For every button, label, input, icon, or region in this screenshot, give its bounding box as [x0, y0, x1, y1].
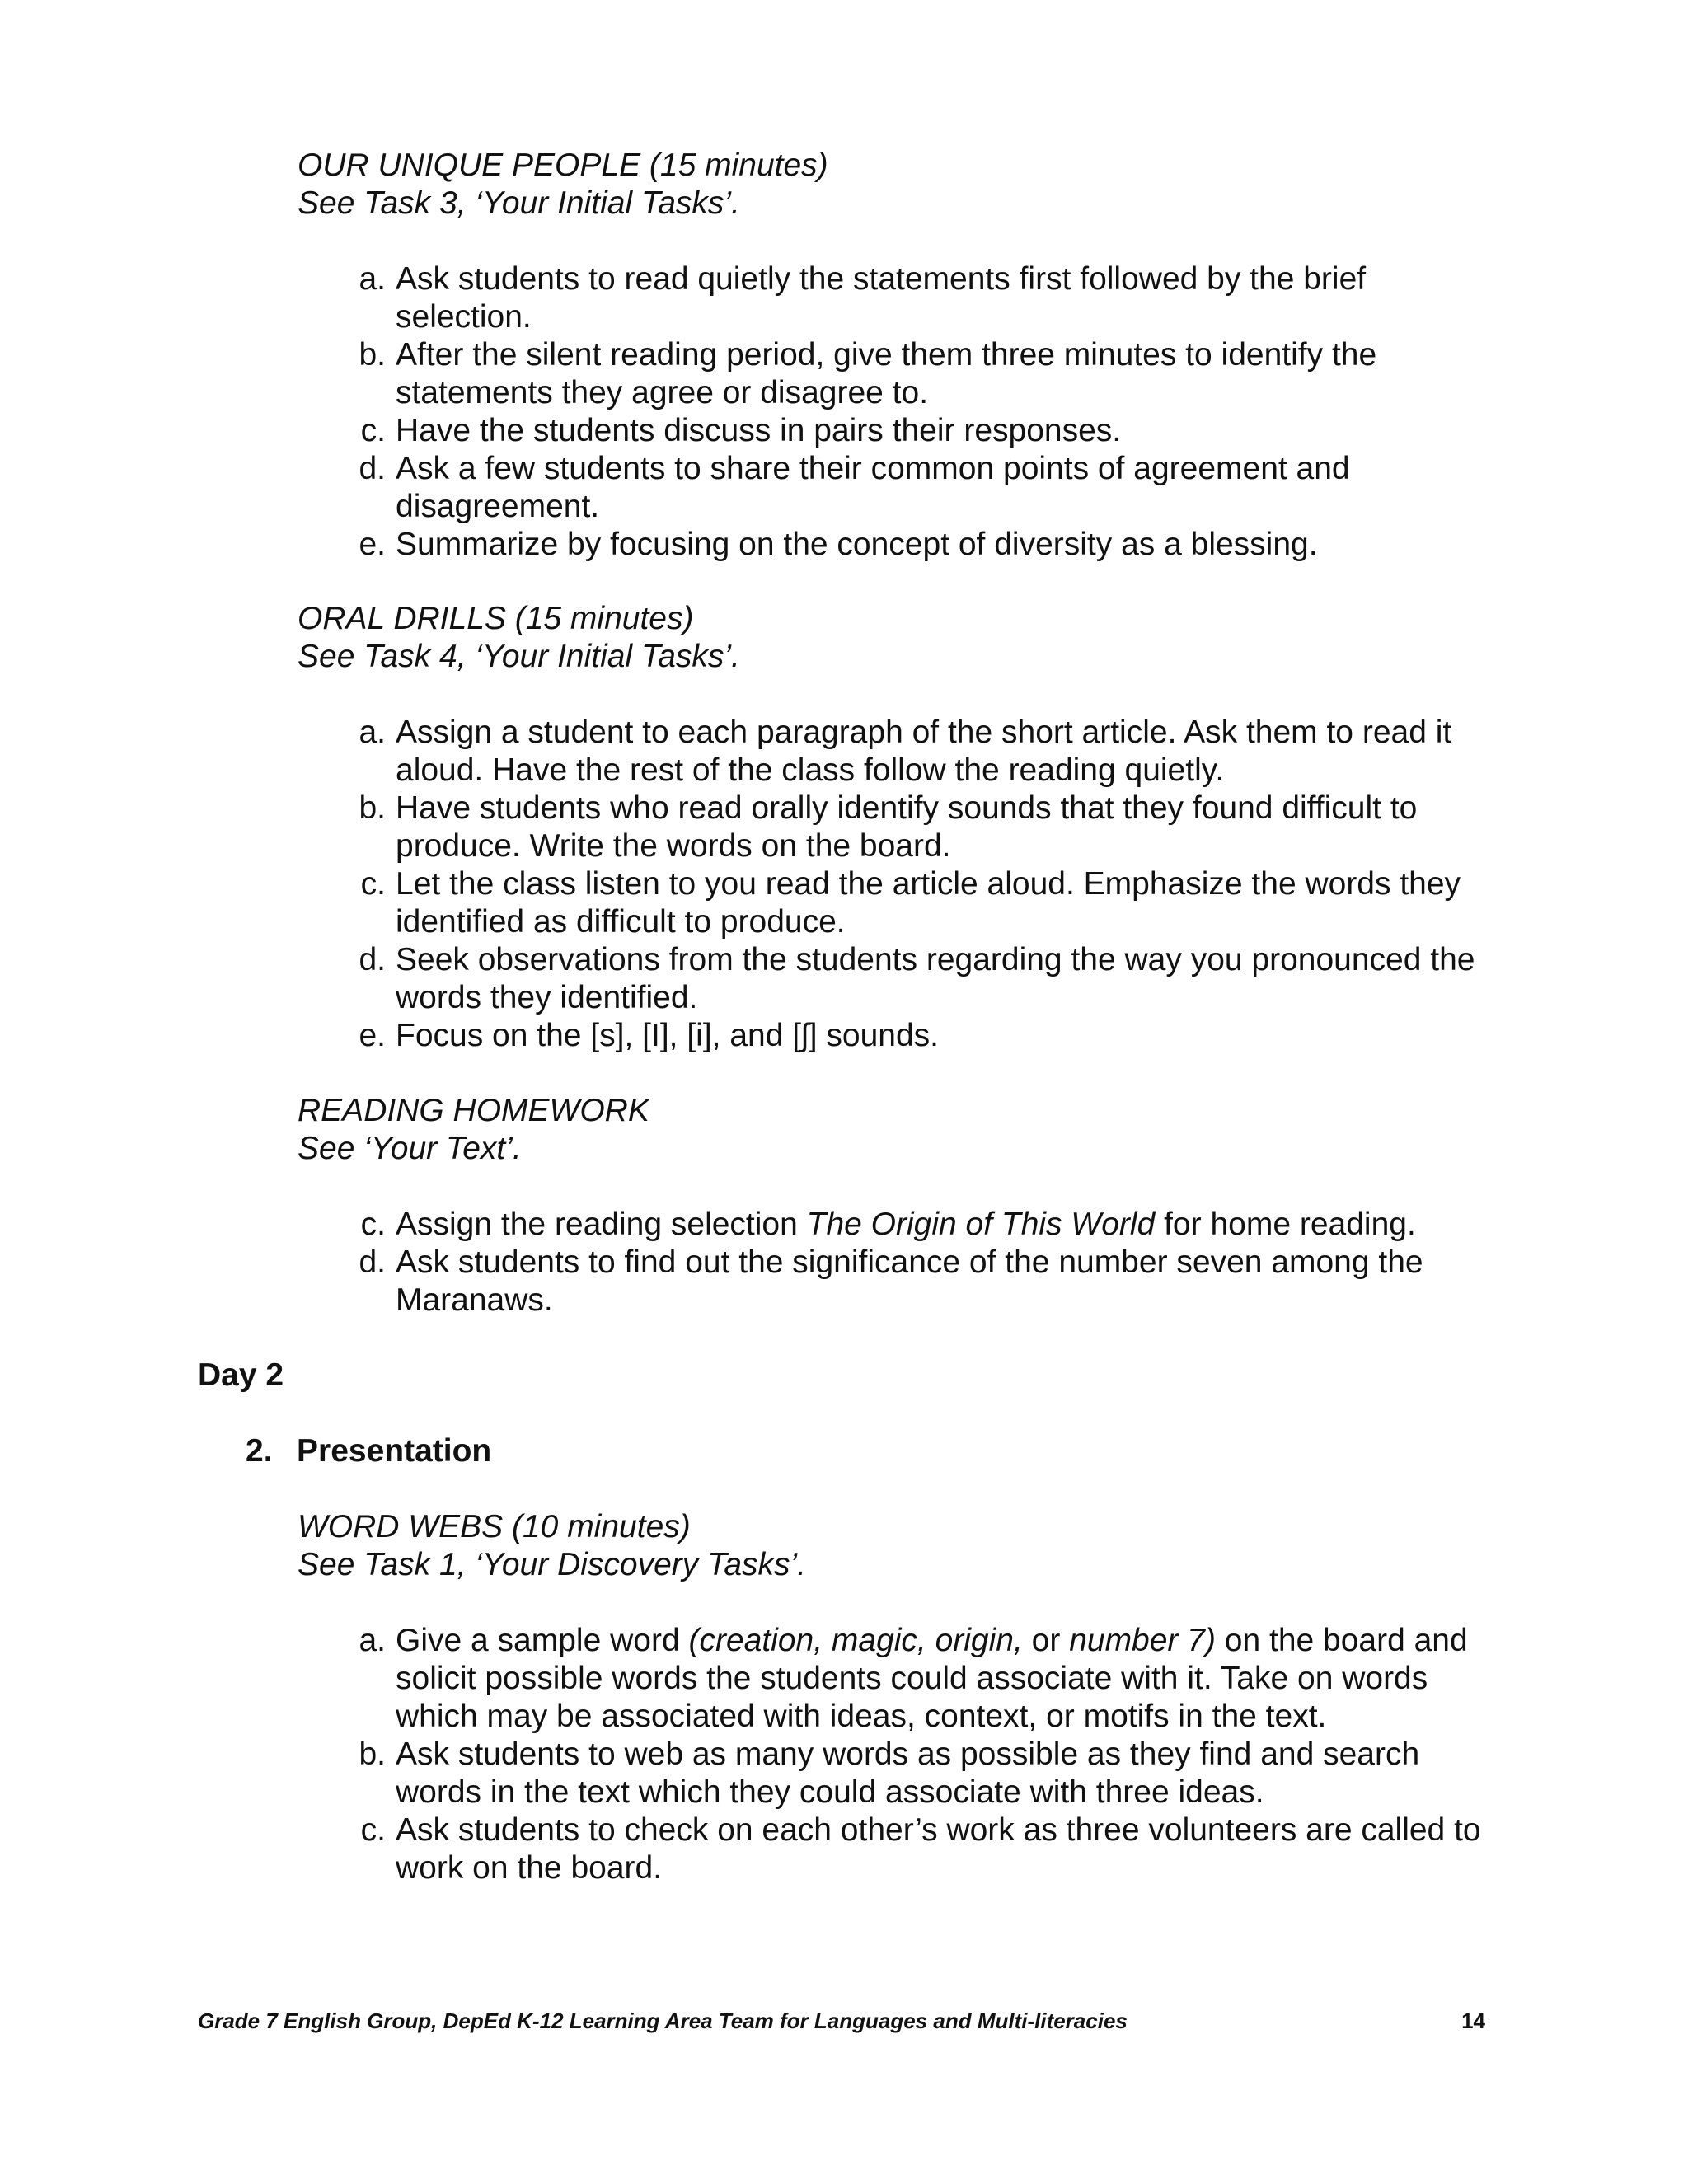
list-item — [345, 260, 1507, 336]
list-item-text: Summarize by focusing on the concept of diversity as a blessing. — [396, 527, 1318, 562]
footer-text: Grade 7 English Group, DepEd K-12 Learning Area Team for Languages and Multi-literacies — [198, 2008, 1128, 2033]
list-marker: c . — [345, 1206, 386, 1244]
list-item — [345, 412, 1507, 450]
list-item-text: Seek observations from the students regarding the way you pronounced the words they identified. — [396, 942, 1475, 1015]
list-marker: c . — [345, 412, 386, 450]
list-item — [345, 790, 1507, 865]
list-marker: c . — [345, 1811, 386, 1849]
list-item-text: Ask students to web as many words as possible as they find and search words in the text which they could associate with three ideas. — [396, 1736, 1420, 1810]
list-marker: b . — [345, 336, 386, 374]
section-reference: See ‘Your Text’. — [298, 1131, 522, 1166]
list-item — [345, 1622, 1507, 1736]
list-item-text — [396, 1207, 1416, 1242]
list-item-text: Ask students to check on each other’s work as three volunteers are called to work on the board. — [396, 1812, 1481, 1886]
section-reference: See Task 3, ‘Your Initial Tasks’. — [298, 185, 740, 221]
list-marker: e . — [345, 526, 386, 564]
text-run: Assign the reading selection — [396, 1207, 807, 1242]
section-title: READING HOMEWORK — [298, 1093, 649, 1128]
text-run: Give a sample word — [396, 1623, 689, 1658]
section-heading-oral-drills — [298, 600, 740, 676]
list-marker: d . — [345, 941, 386, 979]
list-marker: d . — [345, 1244, 386, 1282]
list-marker: a . — [345, 714, 386, 752]
list-item — [345, 1811, 1507, 1887]
task-list-reading-homework — [345, 1206, 1507, 1319]
list-item — [345, 336, 1507, 412]
section-reference: See Task 1, ‘Your Discovery Tasks’. — [298, 1547, 807, 1582]
list-item — [345, 1736, 1507, 1811]
list-item-text — [396, 1623, 1468, 1734]
task-list-word-webs — [345, 1622, 1507, 1887]
list-item-text: Focus on the [s], [I], [i], and [ʃ] sounds. — [396, 1018, 940, 1053]
list-item — [345, 1017, 1507, 1055]
list-marker: a . — [345, 1622, 386, 1660]
text-run: or — [1022, 1623, 1070, 1658]
section-heading-word-webs — [298, 1508, 806, 1584]
sample-words: (creation, magic, origin, — [688, 1623, 1023, 1658]
list-marker: d . — [345, 450, 386, 488]
list-item — [345, 450, 1507, 526]
list-marker: b . — [345, 790, 386, 827]
list-item — [345, 714, 1507, 790]
section-title: WORD WEBS (10 minutes) — [298, 1509, 691, 1544]
list-item — [345, 526, 1507, 564]
list-item — [345, 865, 1507, 941]
sample-word: number 7) — [1069, 1623, 1216, 1658]
page-number: 14 — [1461, 2008, 1485, 2033]
list-item-text: Assign a student to each paragraph of the short article. Ask them to read it aloud. Have the rest of the class follow the reading quietly. — [396, 715, 1452, 788]
list-item-text: Ask students to read quietly the statements first followed by the brief selection. — [396, 261, 1367, 335]
list-marker: b . — [345, 1736, 386, 1774]
section-title: OUR UNIQUE PEOPLE (15 minutes) — [298, 148, 828, 183]
day-heading: Day 2 — [198, 1357, 284, 1393]
text-run: for home reading. — [1155, 1207, 1416, 1242]
selection-title: The Origin of This World — [806, 1207, 1156, 1242]
task-list-our-unique-people — [345, 260, 1507, 564]
list-item-text: Let the class listen to you read the article aloud. Emphasize the words they identified as difficult to produce. — [396, 866, 1461, 940]
list-item-text: After the silent reading period, give them three minutes to identify the statements they agree or disagree to. — [396, 337, 1377, 410]
list-item — [345, 1206, 1507, 1244]
list-item — [345, 941, 1507, 1017]
list-marker: c . — [345, 865, 386, 903]
list-item-text: Have students who read orally identify sounds that they found difficult to produce. Write the words on the board. — [396, 790, 1418, 864]
list-item-text: Have the students discuss in pairs their responses. — [396, 413, 1122, 448]
heading-label: Presentation — [297, 1433, 492, 1469]
list-item-text: Ask a few students to share their common points of agreement and disagreement. — [396, 451, 1350, 524]
task-list-oral-drills — [345, 714, 1507, 1055]
list-item-text: Ask students to find out the significance of the number seven among the Maranaws. — [396, 1244, 1423, 1318]
list-marker: a . — [345, 260, 386, 298]
section-heading-our-unique-people — [298, 147, 828, 223]
presentation-heading — [246, 1432, 491, 1470]
text-run: on the board and solicit possible words the students could associate with it. Take on words which may be associated with ideas, context, or motifs in the text. — [396, 1623, 1468, 1734]
heading-number: 2. — [246, 1433, 273, 1469]
page-footer — [198, 2008, 1485, 2034]
section-heading-reading-homework — [298, 1092, 649, 1168]
section-reference: See Task 4, ‘Your Initial Tasks’. — [298, 639, 740, 674]
list-item — [345, 1244, 1507, 1319]
list-marker: e . — [345, 1017, 386, 1055]
section-title: ORAL DRILLS (15 minutes) — [298, 601, 694, 636]
